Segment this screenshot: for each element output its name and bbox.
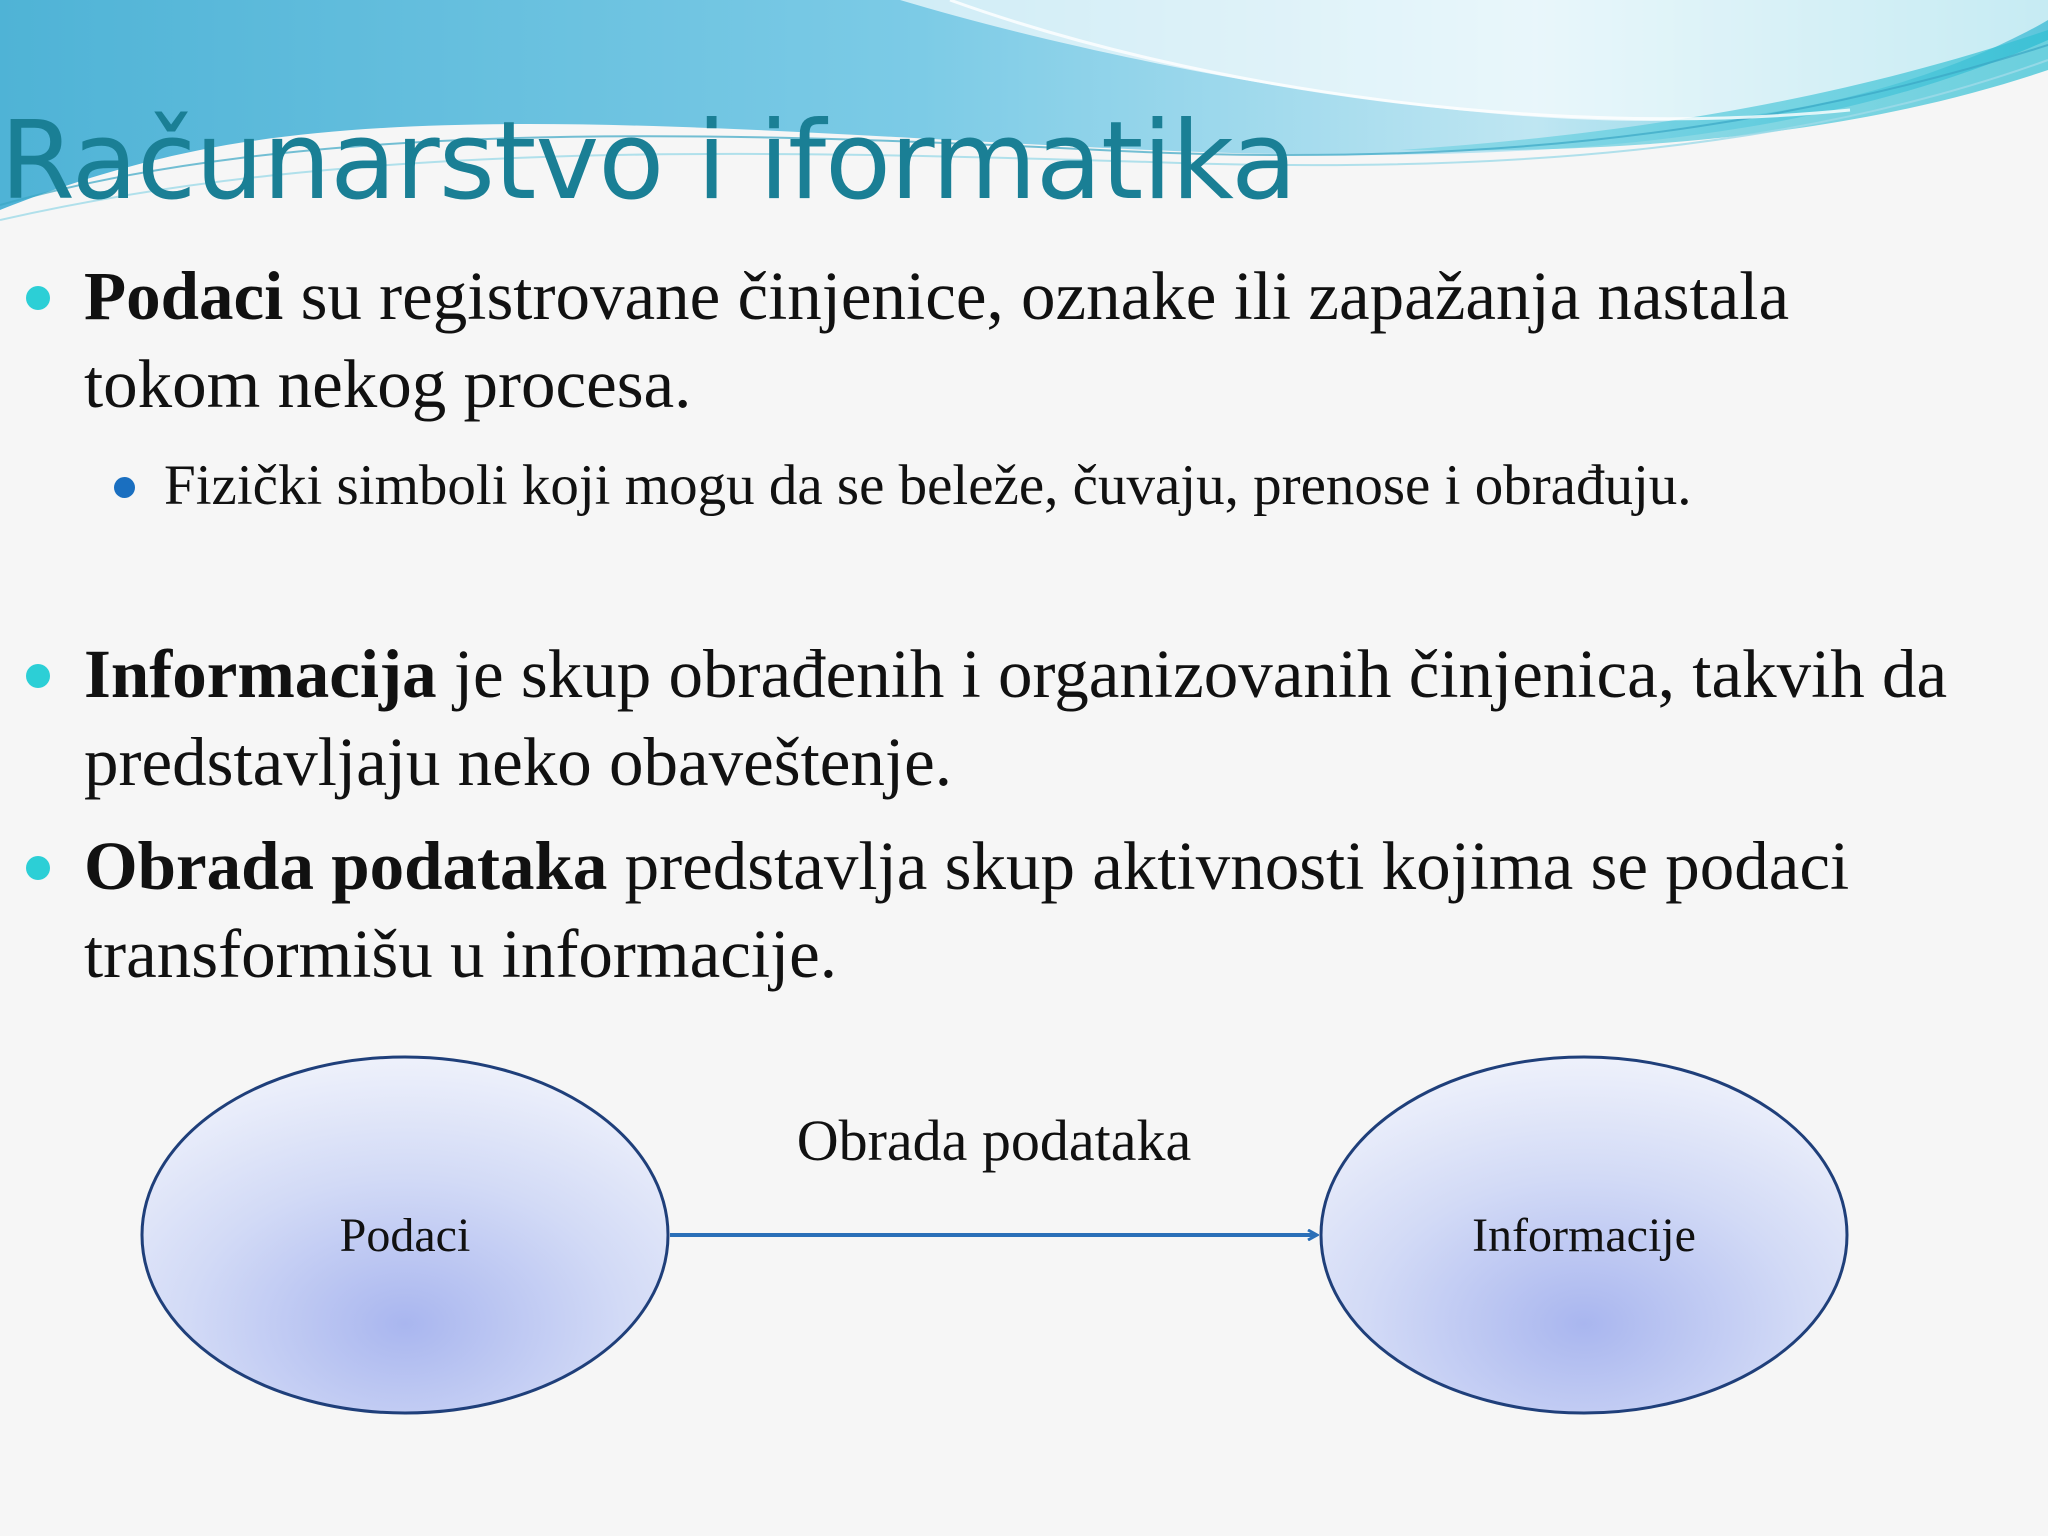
target-label: Informacije xyxy=(1472,1209,1696,1262)
sub-bullet-text: Fizički simboli koji mogu da se beleže, čuvaju, prenose i obrađuju. xyxy=(164,454,1692,517)
term-informacija: Informacija xyxy=(84,636,437,712)
term-podaci: Podaci xyxy=(84,258,284,334)
arrow-label: Obrada podataka xyxy=(796,1108,1192,1173)
definition-text: su registrovane činjenice, oznake ili zapažanja nastala tokom nekog procesa. xyxy=(84,258,1790,422)
definition-text: predstavlja skup aktivnosti kojima se podaci transformišu u informacije. xyxy=(84,828,1850,992)
source-label: Podaci xyxy=(339,1209,471,1262)
definition-text: je skup obrađenih i organizovanih činjenica, takvih da predstavljaju neko obaveštenje. xyxy=(84,636,1948,800)
term-obrada-podataka: Obrada podataka xyxy=(84,828,608,904)
slide-title: Računarstvo i iformatika xyxy=(0,99,1297,224)
